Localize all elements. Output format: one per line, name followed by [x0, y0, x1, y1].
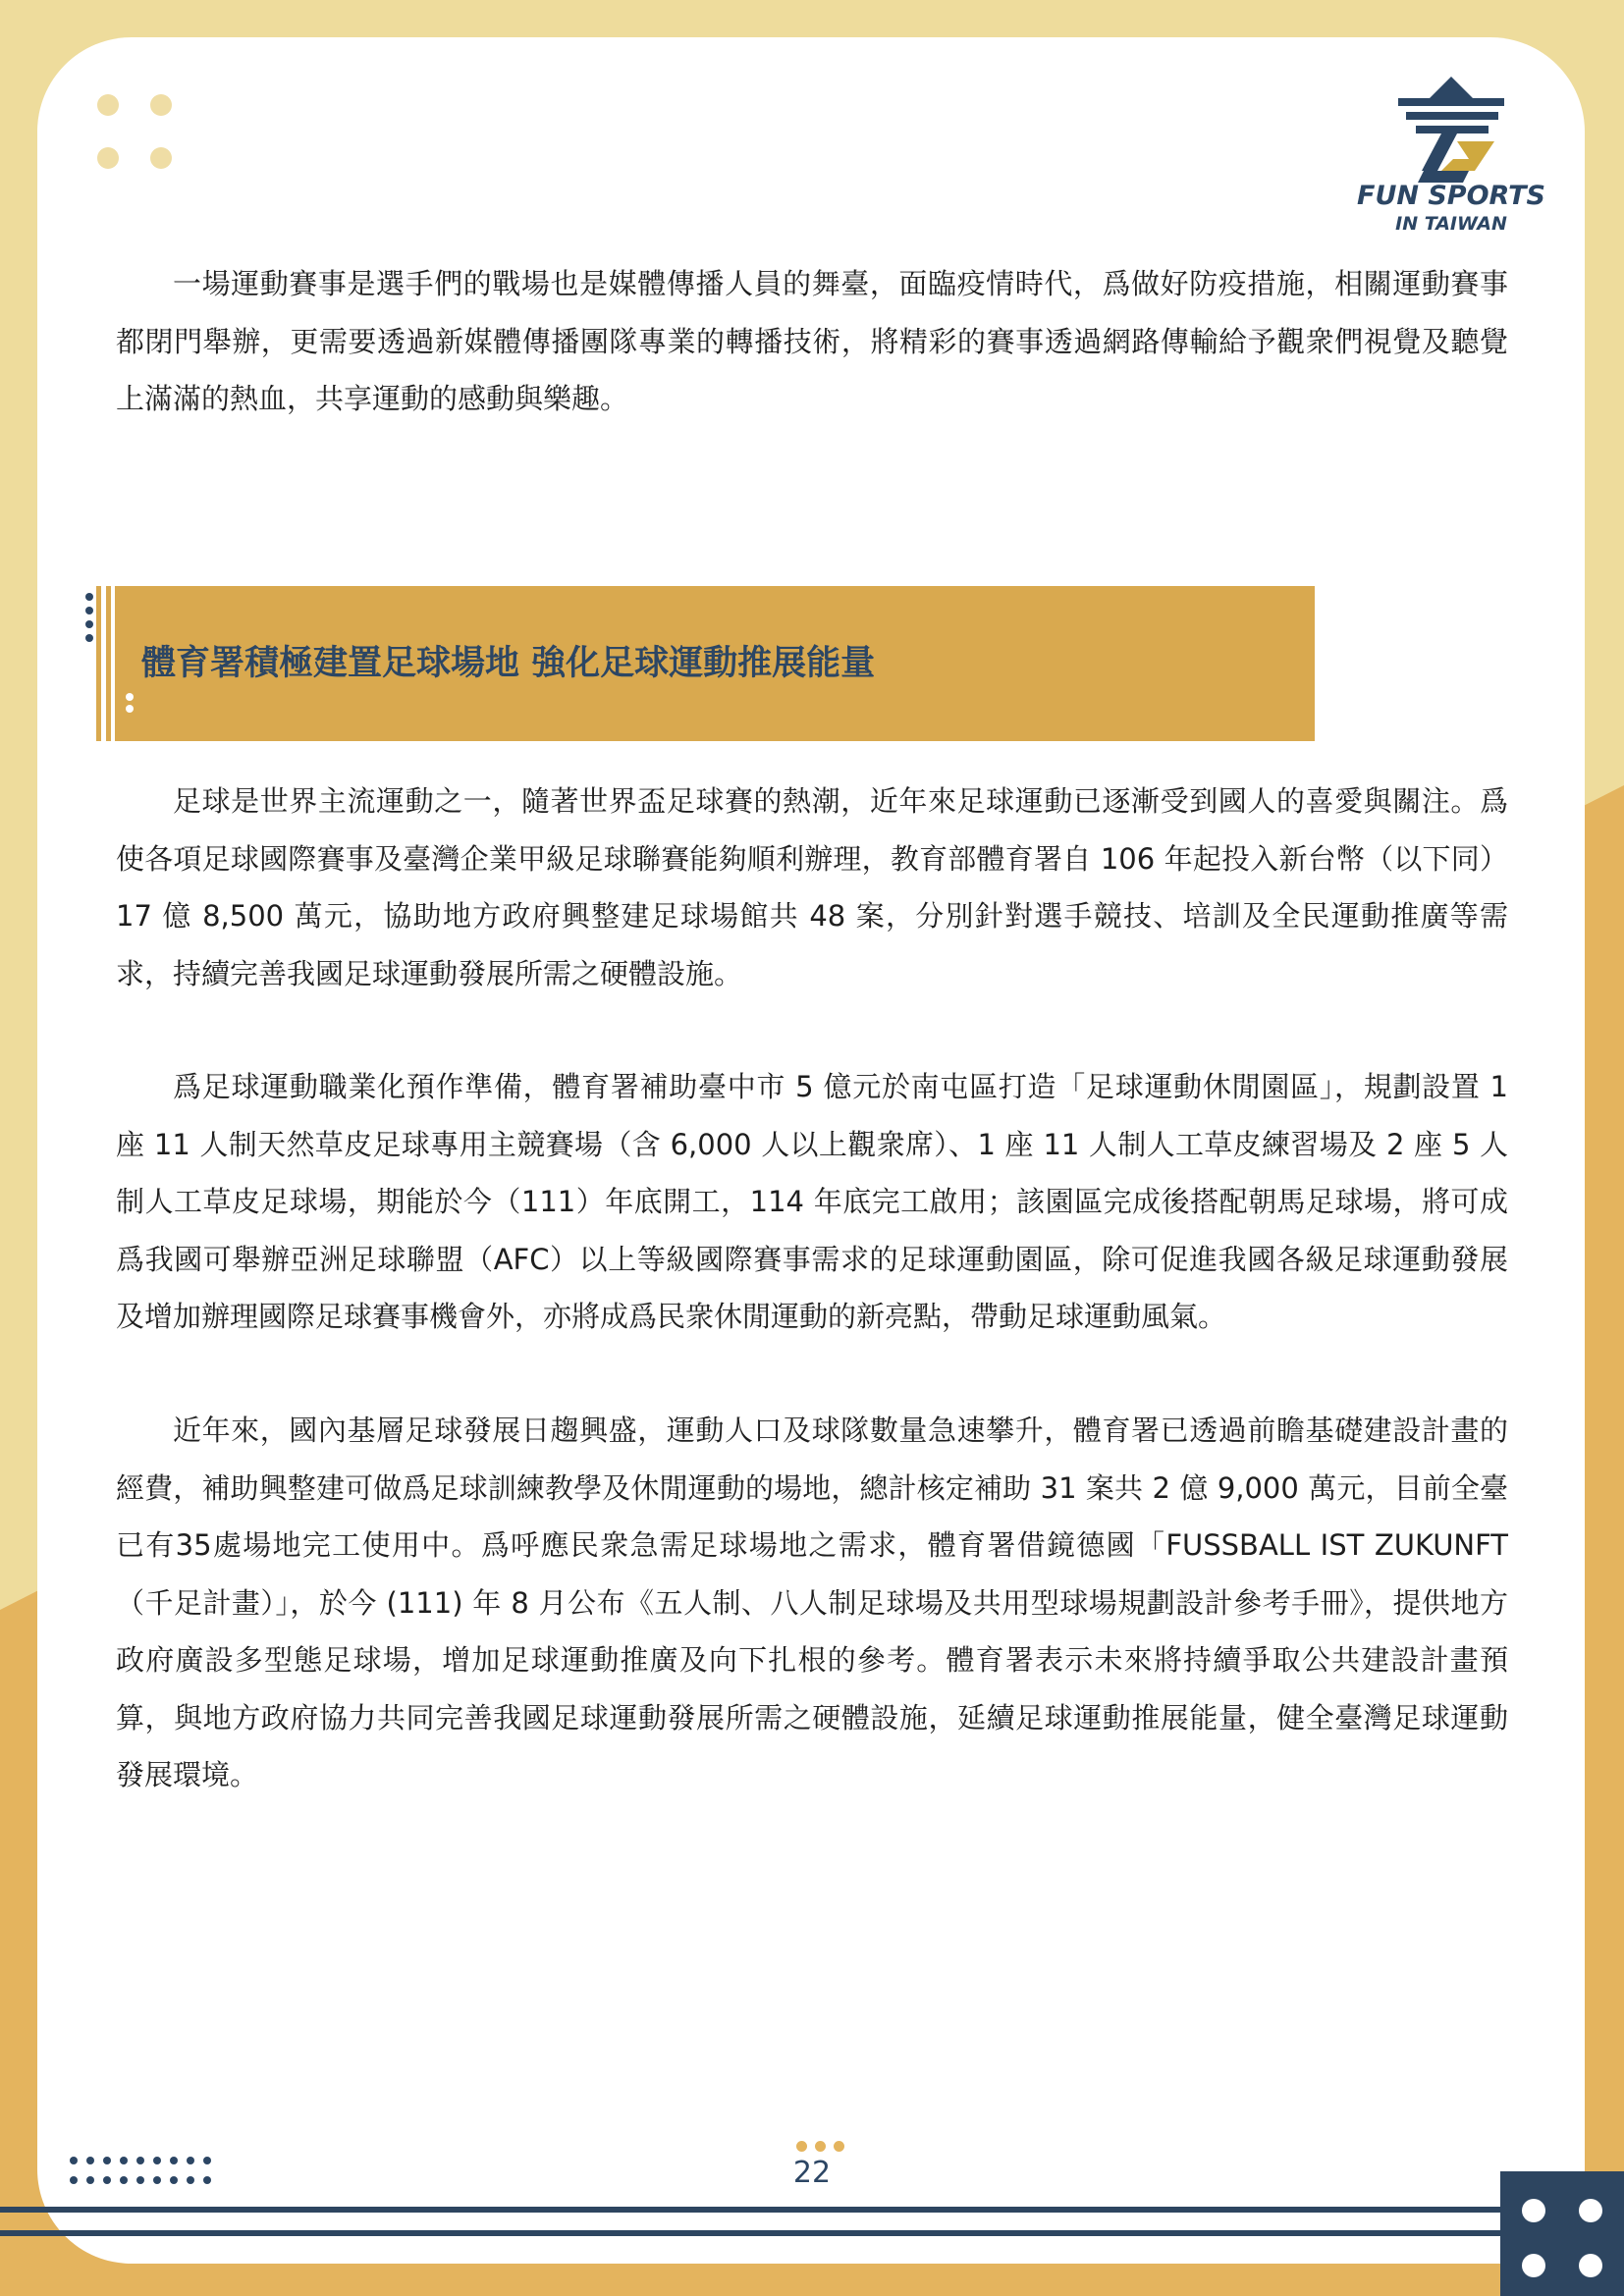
corner-block	[1500, 2171, 1624, 2296]
page-number: 22	[792, 2156, 832, 2190]
footer-line	[0, 2230, 1500, 2236]
fun-sports-logo-icon	[1347, 75, 1555, 240]
section-paragraph-1: 足球是世界主流運動之一，隨著世界盃足球賽的熱潮，近年來足球運動已逐漸受到國人的喜愛與關注。爲使各項足球國際賽事及臺灣企業甲級足球聯賽能夠順利辦理，教育部體育署自 106 年起投入新台幣（以下同）17 億 8,500 萬元，協助地方政府興整建足球場館共 48 案，分別針對選手競技、培訓及全民運動推廣等需求，持續完善我國足球運動發展所需之硬體設施。	[116, 784, 1508, 990]
section-bar-accent-line	[106, 586, 111, 741]
footer-line	[0, 2207, 1500, 2213]
svg-text:IN TAIWAN: IN TAIWAN	[1395, 213, 1507, 235]
svg-text:FUN SPORTS: FUN SPORTS	[1357, 181, 1545, 211]
section-paragraph-3: 近年來，國內基層足球發展日趨興盛，運動人口及球隊數量急速攀升，體育署已透過前瞻基礎建設計畫的經費，補助興整建可做爲足球訓練教學及休閒運動的場地，總計核定補助 31 案共 2 億 9,000 萬元，目前全臺已有35處場地完工使用中。爲呼應民衆急需足球場地之需求，體育署借鏡德國「FUSSBALL IST ZUKUNFT（千足計畫）」，於今 (111) 年 8 月公布《五人制、八人制足球場及共用型球場規劃設計參考手冊》，提供地方政府廣設多型態足球場，增加足球運動推廣及向下扎根的參考。體育署表示未來將持續爭取公共建設計畫預算，與地方政府協力共同完善我國足球運動發展所需之硬體設施，延續足球運動推展能量，健全臺灣足球運動發展環境。	[116, 1414, 1508, 1791]
section-bar-accent-line	[96, 586, 101, 741]
section-title: 體育署積極建置足球場地 強化足球運動推展能量	[141, 644, 876, 683]
section-paragraph-2: 爲足球運動職業化預作準備，體育署補助臺中市 5 億元於南屯區打造「足球運動休閒園區」，規劃設置 1 座 11 人制天然草皮足球專用主競賽場（含 6,000 人以上觀衆席）、1 座 11 人制人工草皮練習場及 2 座 5 人制人工草皮足球場，期能於今（111）年底開工，114 年底完工啟用；該園區完成後搭配朝馬足球場，將可成爲我國可舉辦亞洲足球聯盟（AFC）以上等級國際賽事需求的足球運動園區，除可促進我國各級足球運動發展及增加辦理國際足球賽事機會外，亦將成爲民衆休閒運動的新亮點，帶動足球運動風氣。	[116, 1070, 1508, 1333]
intro-paragraph: 一場運動賽事是選手們的戰場也是媒體傳播人員的舞臺，面臨疫情時代，爲做好防疫措施，相關運動賽事都閉門舉辦，更需要透過新媒體傳播團隊專業的轉播技術，將精彩的賽事透過網路傳輸給予觀衆們視覺及聽覺上滿滿的熱血，共享運動的感動與樂趣。	[116, 267, 1508, 415]
brand-logo	[1347, 75, 1555, 240]
